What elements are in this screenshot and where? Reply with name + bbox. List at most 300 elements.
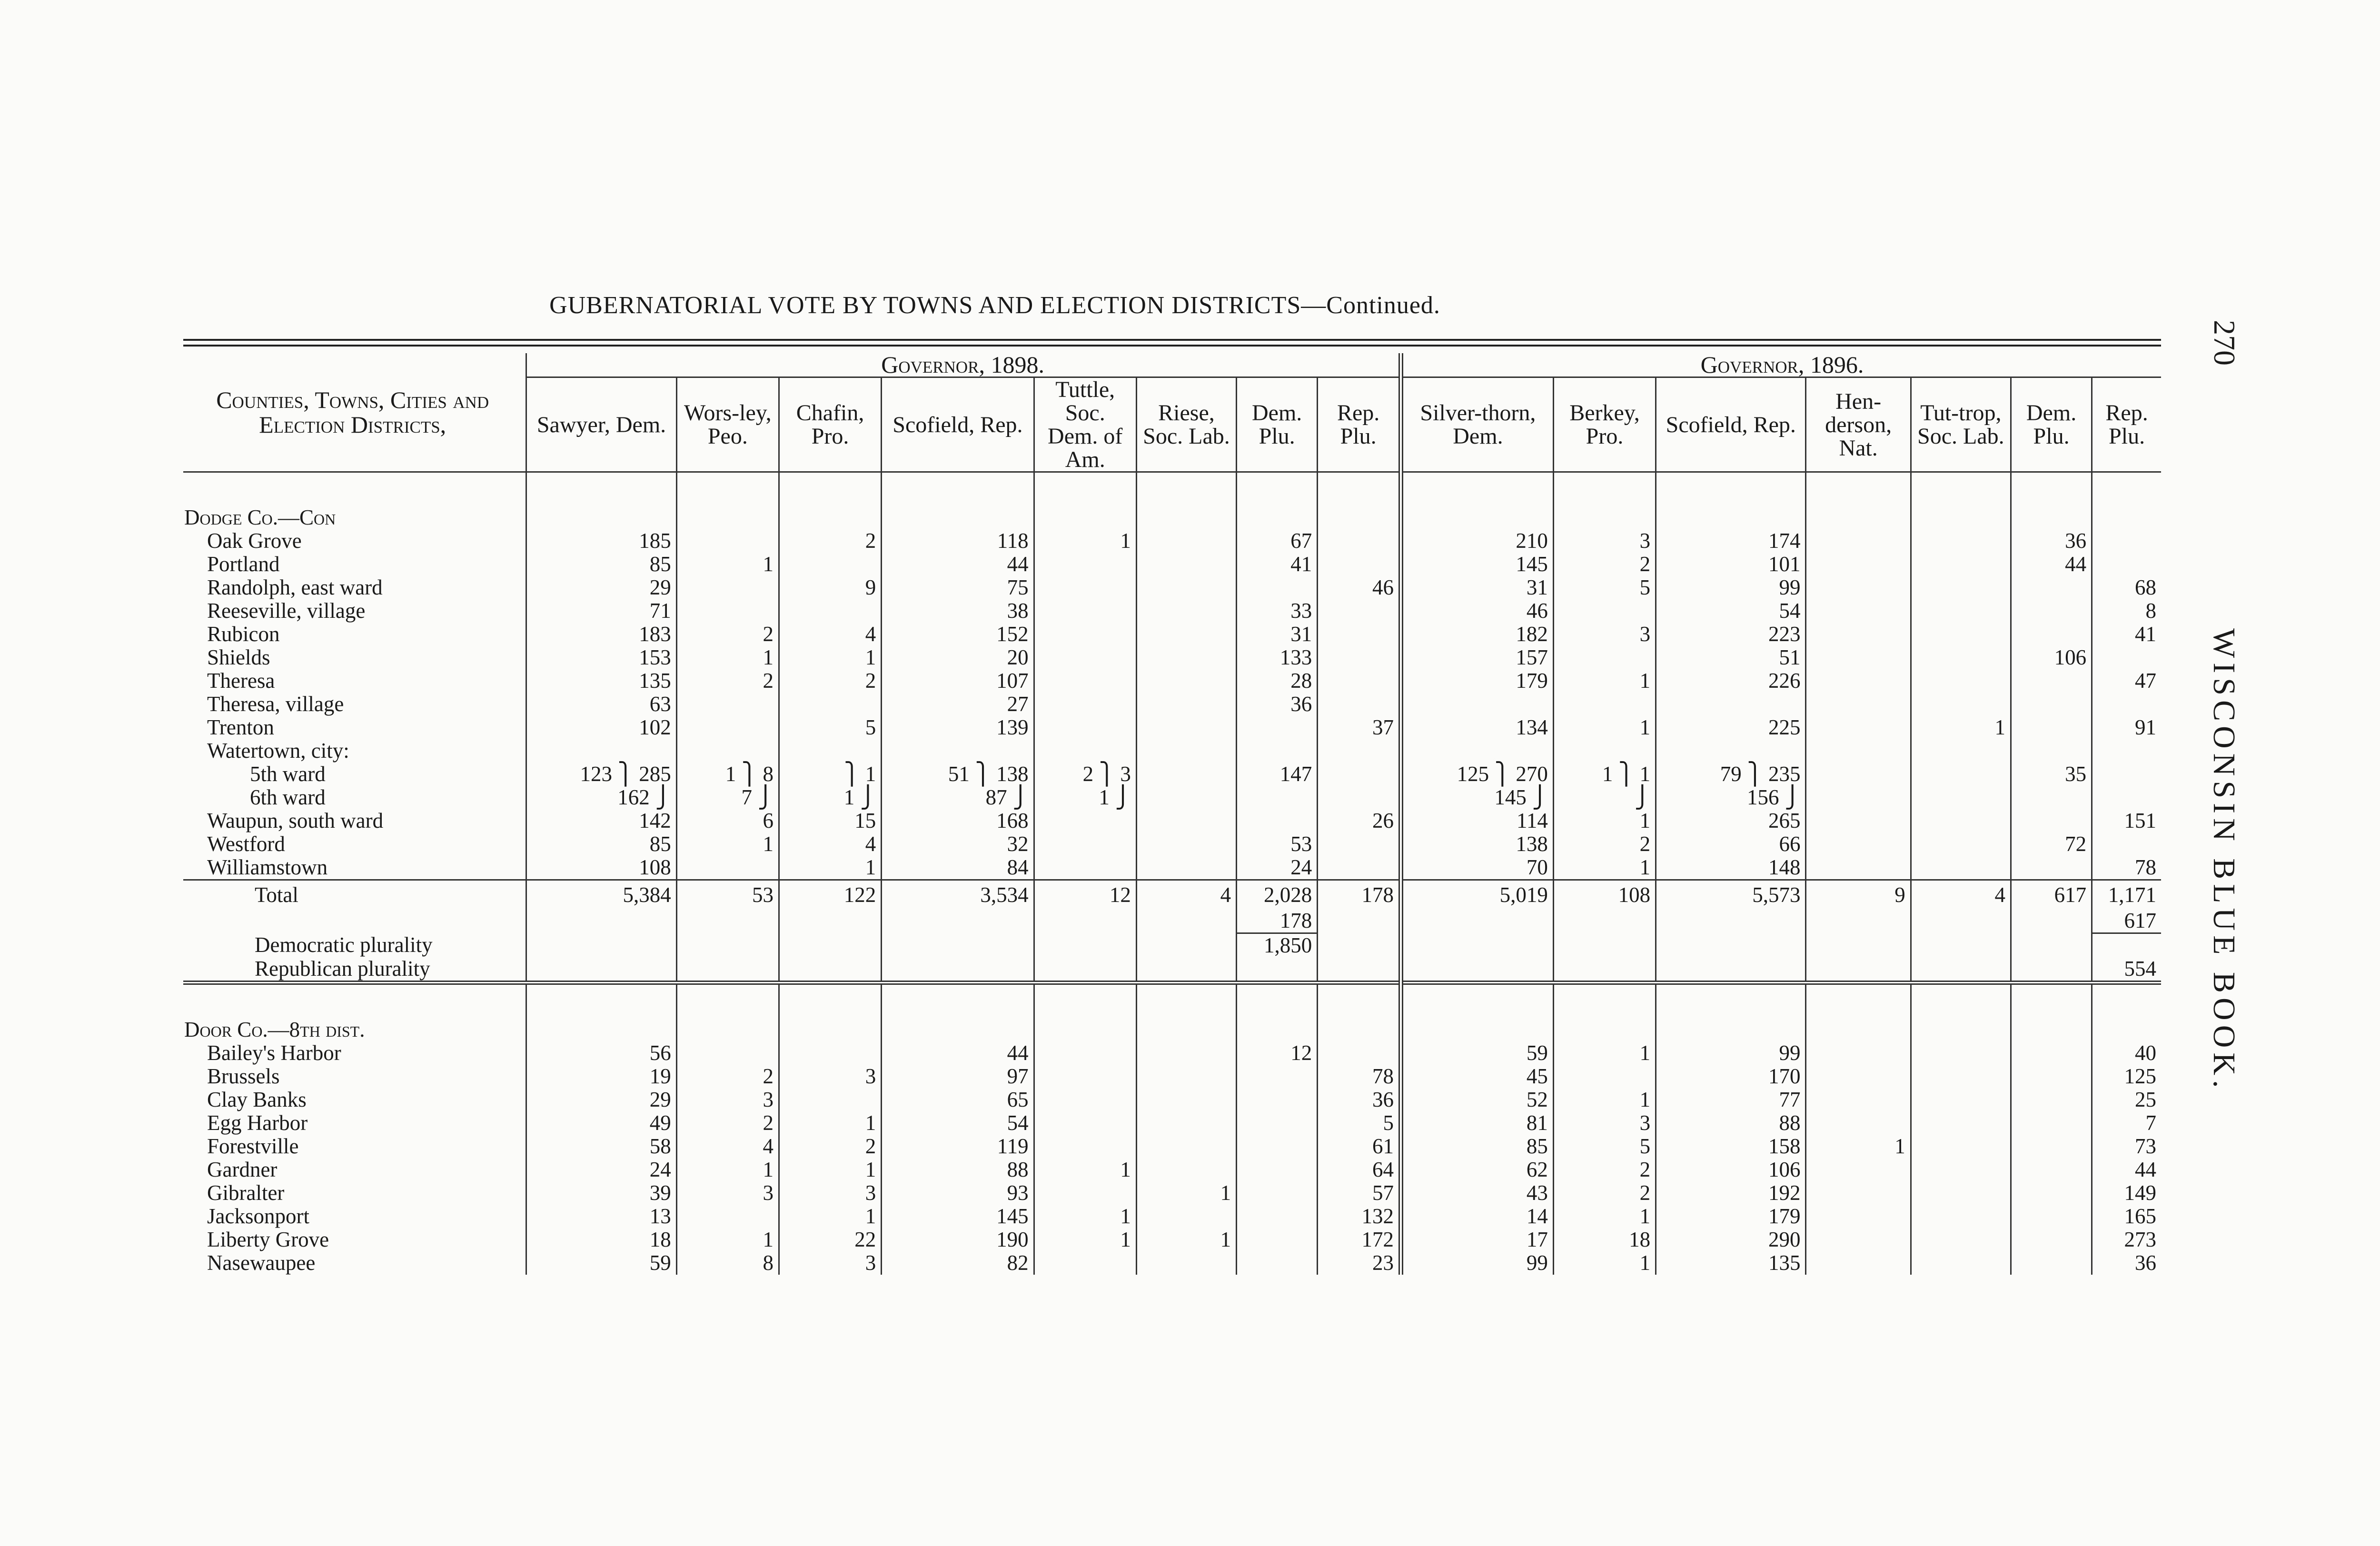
vote-cell: 53 [676, 880, 779, 910]
vote-cell: 153 [526, 646, 676, 669]
vote-cell [882, 1018, 1034, 1041]
vote-cell [2011, 1135, 2092, 1158]
vote-cell [676, 576, 779, 599]
vote-cell: 88 [1656, 1111, 1806, 1135]
vote-cell: 28 [1237, 669, 1318, 693]
vote-cell [526, 909, 676, 933]
vote-cell [1553, 933, 1656, 958]
vote-cell [1237, 1135, 1318, 1158]
vote-cell [1318, 599, 1401, 623]
vote-cell: 182 [1401, 623, 1553, 646]
vote-cell: 33 [1237, 599, 1318, 623]
vote-cell [1034, 739, 1136, 763]
table-row [183, 1228, 2161, 1251]
vote-cell [1553, 646, 1656, 669]
vote-cell: 64 [1318, 1158, 1401, 1181]
vote-cell [1911, 832, 2011, 856]
vote-cell [1806, 646, 1911, 669]
vote-cell [1401, 506, 1553, 529]
table-row [183, 1111, 2161, 1135]
vote-cell [1136, 809, 1236, 832]
vote-cell [676, 599, 779, 623]
vote-cell [1806, 1088, 1911, 1111]
vote-cell: 1 [779, 1205, 881, 1228]
vote-cell [1136, 1251, 1236, 1275]
vote-cell [1911, 1228, 2011, 1251]
vote-cell: 1 [779, 646, 881, 669]
vote-cell [1911, 739, 2011, 763]
row-label: Shields [207, 645, 270, 669]
vote-cell [2011, 909, 2092, 933]
vote-cell [1034, 909, 1136, 933]
vote-cell [1237, 1205, 1318, 1228]
table-row [183, 1041, 2161, 1065]
vote-cell [1401, 957, 1553, 983]
vote-cell: 46 [1401, 599, 1553, 623]
row-label: Republican plurality [183, 957, 526, 983]
vote-cell: 617 [2092, 909, 2161, 933]
vote-cell [779, 957, 881, 983]
row-label: Bailey's Harbor [207, 1041, 341, 1065]
vote-cell [2011, 856, 2092, 880]
vote-cell: 108 [1553, 880, 1656, 910]
vote-cell [1237, 1228, 1318, 1251]
vote-cell: 5,384 [526, 880, 676, 910]
vote-cell: 79 ⎫ 235 [1656, 763, 1806, 786]
vote-cell [1034, 1251, 1136, 1275]
vote-cell: 179 [1656, 1205, 1806, 1228]
vote-cell: 13 [526, 1205, 676, 1228]
vote-cell [1553, 909, 1656, 933]
vote-cell [1237, 739, 1318, 763]
vote-cell: 2 ⎫ 3 [1034, 763, 1136, 786]
vote-cell: 1 [1553, 856, 1656, 880]
page-title: GUBERNATORIAL VOTE BY TOWNS AND ELECTION DISTRICTS—Continued. [549, 292, 1440, 319]
vote-cell: 12 [1237, 1041, 1318, 1065]
vote-cell [1806, 669, 1911, 693]
vote-cell [1911, 1251, 2011, 1275]
vote-cell: 2 [676, 1111, 779, 1135]
vote-cell: 3 [1553, 529, 1656, 553]
table-row [183, 809, 2161, 832]
vote-cell: 35 [2011, 763, 2092, 786]
row-label: Watertown, city: [207, 739, 349, 763]
vote-cell [2092, 786, 2161, 809]
vote-cell: 225 [1656, 716, 1806, 739]
vote-cell [676, 933, 779, 958]
vote-cell: 29 [526, 1088, 676, 1111]
vote-cell [1553, 1018, 1656, 1041]
vote-cell [2011, 669, 2092, 693]
vote-cell: 43 [1401, 1181, 1553, 1205]
vote-cell: 85 [526, 553, 676, 576]
vote-cell [2011, 1111, 2092, 1135]
vote-cell: 12 [1034, 880, 1136, 910]
vote-cell: 5 [1553, 1135, 1656, 1158]
vote-cell [1911, 763, 2011, 786]
vote-cell [1034, 506, 1136, 529]
vote-cell [1136, 576, 1236, 599]
table-row [183, 1158, 2161, 1181]
vote-cell [2011, 933, 2092, 958]
vote-cell [1806, 1111, 1911, 1135]
vote-cell [1237, 957, 1318, 983]
spacer-row [183, 472, 2161, 506]
vote-cell: 3 [676, 1181, 779, 1205]
vote-cell [2011, 1251, 2092, 1275]
vote-cell: 133 [1237, 646, 1318, 669]
vote-cell: 41 [1237, 553, 1318, 576]
row-label: Trenton [207, 715, 274, 739]
vote-cell [2011, 1205, 2092, 1228]
vote-cell: ⎫ 1 [779, 763, 881, 786]
vote-cell [1237, 506, 1318, 529]
row-label: Oak Grove [207, 529, 302, 553]
vote-cell: 7 ⎭ [676, 786, 779, 809]
stub-header [183, 353, 526, 472]
row-label: Gardner [207, 1158, 278, 1181]
row-label: Williamstown [207, 855, 328, 879]
row-label: Reeseville, village [207, 599, 366, 623]
vote-cell: 3 [1553, 623, 1656, 646]
vote-cell [676, 909, 779, 933]
row-label: Portland [207, 552, 280, 576]
vote-cell [2092, 739, 2161, 763]
vote-cell [1136, 599, 1236, 623]
vote-cell: 1 [1034, 529, 1136, 553]
vote-cell: 1 ⎭ [779, 786, 881, 809]
vote-cell: 3 [779, 1065, 881, 1088]
table-row [183, 1251, 2161, 1275]
vote-cell [1911, 669, 2011, 693]
vote-cell [2011, 576, 2092, 599]
vote-table [183, 353, 2161, 1275]
row-label: Randolph, east ward [207, 575, 383, 599]
vote-cell: 5 [779, 716, 881, 739]
vote-cell: 3 [1553, 1111, 1656, 1135]
vote-cell [1237, 809, 1318, 832]
vote-cell [1806, 957, 1911, 983]
vote-cell: 72 [2011, 832, 2092, 856]
vote-cell [1136, 933, 1236, 958]
page-number: 270 [2208, 320, 2241, 366]
vote-cell [1911, 909, 2011, 933]
vote-cell: 5,573 [1656, 880, 1806, 910]
column-header: Tuttle, Soc. Dem. of Am. [1034, 377, 1136, 472]
vote-cell: 53 [1237, 832, 1318, 856]
vote-cell: 5,019 [1401, 880, 1553, 910]
vote-cell: 554 [2092, 957, 2161, 983]
vote-cell: 2 [1553, 1181, 1656, 1205]
column-header: Silver-thorn, Dem. [1401, 377, 1553, 472]
table-row [183, 1205, 2161, 1228]
table-row [183, 933, 2161, 958]
vote-cell: 57 [1318, 1181, 1401, 1205]
vote-cell [2092, 693, 2161, 716]
vote-cell: 81 [1401, 1111, 1553, 1135]
vote-cell: 85 [526, 832, 676, 856]
vote-cell [1136, 1205, 1236, 1228]
vote-cell: 4 [779, 623, 881, 646]
vote-cell: 59 [526, 1251, 676, 1275]
vote-cell [1136, 506, 1236, 529]
vote-cell: 45 [1401, 1065, 1553, 1088]
vote-cell [2011, 786, 2092, 809]
vote-cell [779, 599, 881, 623]
vote-cell: 142 [526, 809, 676, 832]
vote-cell [1237, 1181, 1318, 1205]
vote-cell [1553, 693, 1656, 716]
vote-cell [1806, 529, 1911, 553]
vote-cell: 88 [882, 1158, 1034, 1181]
vote-cell: 2 [1553, 1158, 1656, 1181]
vote-cell [779, 553, 881, 576]
vote-cell [1136, 832, 1236, 856]
vote-cell [1136, 763, 1236, 786]
vote-cell: 273 [2092, 1228, 2161, 1251]
vote-cell [779, 1018, 881, 1041]
vote-cell [2011, 623, 2092, 646]
vote-cell [1237, 1158, 1318, 1181]
vote-cell [526, 933, 676, 958]
vote-cell: 1 [1136, 1228, 1236, 1251]
vote-cell: 101 [1656, 553, 1806, 576]
vote-cell: 14 [1401, 1205, 1553, 1228]
table-row [183, 909, 2161, 933]
vote-cell [1911, 1135, 2011, 1158]
vote-cell [1911, 506, 2011, 529]
vote-cell [1318, 623, 1401, 646]
top-rule [183, 339, 2161, 341]
vote-cell: 8 [2092, 599, 2161, 623]
vote-cell [1318, 506, 1401, 529]
vote-cell [1911, 1018, 2011, 1041]
vote-cell [2011, 1228, 2092, 1251]
vote-cell [1034, 669, 1136, 693]
vote-cell [676, 957, 779, 983]
vote-cell: ⎭ [1553, 786, 1656, 809]
vote-cell [1911, 933, 2011, 958]
row-label: Egg Harbor [207, 1111, 308, 1135]
vote-cell: 18 [526, 1228, 676, 1251]
vote-cell [1034, 856, 1136, 880]
row-label: Jacksonport [207, 1204, 309, 1228]
vote-cell [1401, 739, 1553, 763]
vote-cell: 107 [882, 669, 1034, 693]
vote-cell: 3,534 [882, 880, 1034, 910]
vote-cell [676, 739, 779, 763]
vote-cell [1911, 599, 2011, 623]
vote-cell [882, 506, 1034, 529]
vote-cell: 99 [1656, 576, 1806, 599]
vote-cell [1656, 1018, 1806, 1041]
vote-cell [1656, 933, 1806, 958]
vote-cell [882, 909, 1034, 933]
vote-cell: 1 [1553, 1251, 1656, 1275]
vote-cell: 168 [882, 809, 1034, 832]
vote-cell: 1,171 [2092, 880, 2161, 910]
vote-cell [2011, 506, 2092, 529]
column-header: Dem. Plu. [1237, 377, 1318, 472]
vote-cell [1911, 646, 2011, 669]
row-label: Waupun, south ward [207, 809, 384, 832]
vote-cell [1034, 693, 1136, 716]
vote-cell: 99 [1401, 1251, 1553, 1275]
vote-cell [1136, 529, 1236, 553]
vote-cell [1136, 1018, 1236, 1041]
vote-cell: 40 [2092, 1041, 2161, 1065]
vote-cell [676, 716, 779, 739]
vote-cell [1318, 646, 1401, 669]
table-body [183, 472, 2161, 1275]
vote-cell: 44 [2011, 553, 2092, 576]
vote-cell: 125 [2092, 1065, 2161, 1088]
vote-cell [2011, 1041, 2092, 1065]
vote-cell: 70 [1401, 856, 1553, 880]
vote-cell: 91 [2092, 716, 2161, 739]
vote-cell: 1,850 [1237, 933, 1318, 958]
vote-cell [779, 1041, 881, 1065]
vote-cell [1553, 739, 1656, 763]
column-header: Scofield, Rep. [882, 377, 1034, 472]
vote-cell: 1 [1553, 1041, 1656, 1065]
vote-cell: 2 [779, 1135, 881, 1158]
vote-cell: 23 [1318, 1251, 1401, 1275]
vote-cell: 1 [779, 1111, 881, 1135]
vote-cell [1318, 1018, 1401, 1041]
vote-cell: 1 [676, 646, 779, 669]
vote-cell [1034, 832, 1136, 856]
vote-cell [1034, 957, 1136, 983]
vote-cell: 2 [676, 669, 779, 693]
vote-cell [2011, 599, 2092, 623]
vote-cell: 54 [882, 1111, 1034, 1135]
vote-cell: 4 [779, 832, 881, 856]
vote-cell [1553, 957, 1656, 983]
vote-cell: 1 [1553, 809, 1656, 832]
vote-cell: 26 [1318, 809, 1401, 832]
vote-cell: 54 [1656, 599, 1806, 623]
vote-cell [2011, 1158, 2092, 1181]
vote-cell [2011, 1018, 2092, 1041]
vote-cell [2092, 529, 2161, 553]
vote-cell [1318, 739, 1401, 763]
table-row [183, 716, 2161, 739]
vote-cell [1911, 623, 2011, 646]
vote-cell: 119 [882, 1135, 1034, 1158]
vote-cell: 36 [1237, 693, 1318, 716]
vote-cell [1911, 1111, 2011, 1135]
vote-cell [1237, 1088, 1318, 1111]
vote-cell: 118 [882, 529, 1034, 553]
vote-cell: 1 [676, 553, 779, 576]
vote-cell: 3 [779, 1181, 881, 1205]
vote-cell [1136, 739, 1236, 763]
vote-cell [1911, 1158, 2011, 1181]
vote-cell: 36 [1318, 1088, 1401, 1111]
vote-cell: 47 [2092, 669, 2161, 693]
vote-cell [1034, 809, 1136, 832]
table-row [183, 832, 2161, 856]
vote-cell: 138 [1401, 832, 1553, 856]
row-label: Liberty Grove [207, 1228, 329, 1251]
vote-cell [1806, 1251, 1911, 1275]
vote-cell: 3 [676, 1088, 779, 1111]
vote-cell [676, 1205, 779, 1228]
table-row [183, 693, 2161, 716]
vote-cell [676, 1041, 779, 1065]
vote-cell [1911, 1065, 2011, 1088]
table-row [183, 957, 2161, 983]
vote-cell [1553, 599, 1656, 623]
row-label: Theresa [207, 669, 275, 693]
vote-cell [1136, 1065, 1236, 1088]
vote-cell: 179 [1401, 669, 1553, 693]
vote-cell: 145 [1401, 553, 1553, 576]
vote-cell: 158 [1656, 1135, 1806, 1158]
vote-cell [1656, 693, 1806, 716]
vote-cell [1034, 1088, 1136, 1111]
vote-cell [882, 933, 1034, 958]
row-label: Theresa, village [207, 692, 344, 716]
vote-cell: 172 [1318, 1228, 1401, 1251]
vote-cell [1911, 957, 2011, 983]
vote-cell: 148 [1656, 856, 1806, 880]
vote-cell: 75 [882, 576, 1034, 599]
vote-cell: 1 [779, 1158, 881, 1181]
vote-cell: 1 [676, 832, 779, 856]
table-row [183, 1135, 2161, 1158]
vote-cell: 226 [1656, 669, 1806, 693]
vote-cell: 24 [1237, 856, 1318, 880]
vote-cell [1806, 1041, 1911, 1065]
table-row [183, 553, 2161, 576]
vote-cell [1911, 1181, 2011, 1205]
vote-cell: 1 [1806, 1135, 1911, 1158]
vote-cell: 4 [676, 1135, 779, 1158]
vote-cell [1237, 786, 1318, 809]
vote-cell [1136, 623, 1236, 646]
vote-cell: 63 [526, 693, 676, 716]
table-row [183, 1181, 2161, 1205]
vote-cell [1136, 553, 1236, 576]
table-row [183, 623, 2161, 646]
vote-cell [2011, 809, 2092, 832]
vote-cell: 1 [1553, 716, 1656, 739]
vote-cell [1318, 909, 1401, 933]
vote-cell: 85 [1401, 1135, 1553, 1158]
vote-cell: 617 [2011, 880, 2092, 910]
vote-cell: 2 [779, 669, 881, 693]
vote-cell [1806, 576, 1911, 599]
vote-cell [1911, 576, 2011, 599]
vote-cell: 2 [1553, 553, 1656, 576]
vote-cell [1318, 933, 1401, 958]
group-header-row [183, 353, 2161, 377]
vote-cell: 7 [2092, 1111, 2161, 1135]
vote-cell: 20 [882, 646, 1034, 669]
vote-cell [1237, 716, 1318, 739]
vote-cell [1034, 933, 1136, 958]
vote-cell [1237, 1018, 1318, 1041]
vote-cell: 44 [882, 553, 1034, 576]
vote-cell [1136, 1158, 1236, 1181]
vote-cell [526, 739, 676, 763]
vote-cell [1911, 1088, 2011, 1111]
table-row [183, 599, 2161, 623]
vote-cell [2092, 646, 2161, 669]
vote-cell: 123 ⎫ 285 [526, 763, 676, 786]
